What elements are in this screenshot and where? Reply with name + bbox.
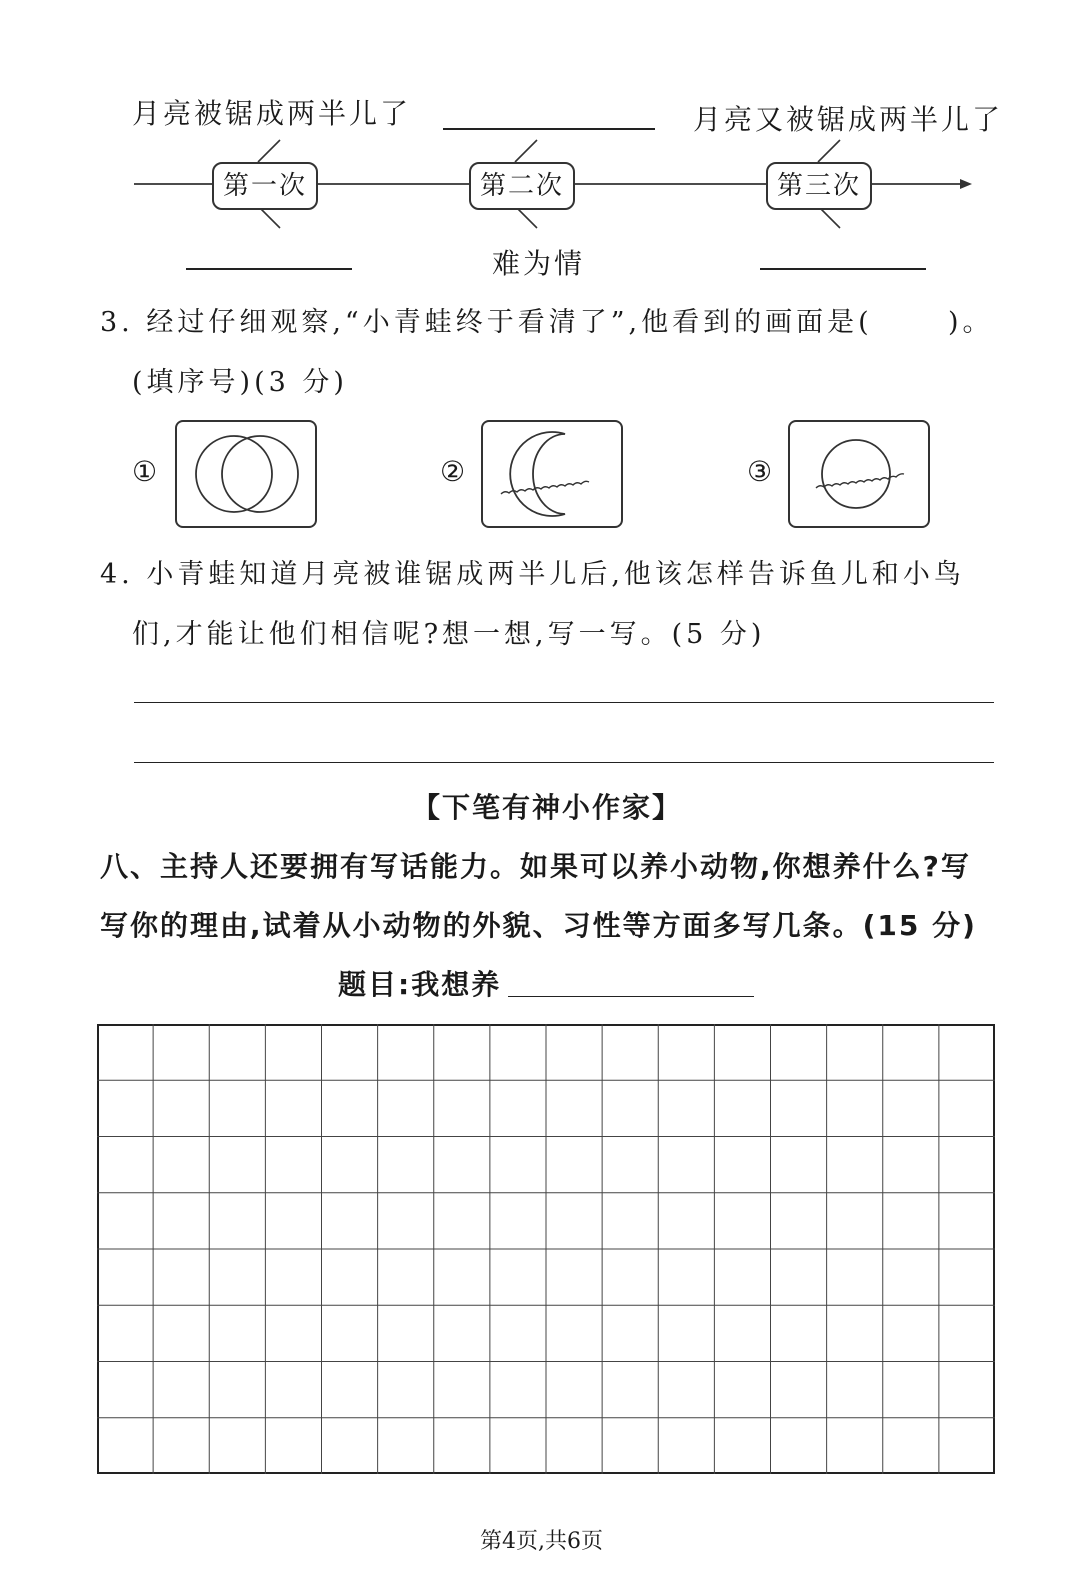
q3-line1-end: )。: [948, 307, 994, 338]
section8-line1: 八、主持人还要拥有写话能力。如果可以养小动物,你想养什么?写: [100, 850, 971, 883]
full-moon-saw-icon: [790, 422, 928, 526]
option-3-image[interactable]: [788, 420, 930, 528]
option-3-label: ③: [747, 455, 773, 488]
flow-blank-bottom-left[interactable]: [186, 268, 352, 270]
crescent-moon-saw-icon: [483, 422, 621, 526]
option-2-image[interactable]: [481, 420, 623, 528]
essay-title-input[interactable]: [508, 996, 754, 997]
flow-top-left-text: 月亮被锯成两半儿了: [132, 97, 412, 130]
flow-blank-bottom-right[interactable]: [760, 268, 926, 270]
step-second: 第二次: [469, 162, 575, 210]
option-2-label: ②: [440, 455, 466, 488]
flow-top-right-text: 月亮又被锯成两半儿了: [693, 103, 1004, 136]
flow-bottom-middle-text: 难为情: [492, 247, 586, 280]
writing-grid-lines: [97, 1024, 995, 1474]
option-1-label: ①: [132, 455, 158, 488]
overlapping-circles-icon: [177, 422, 315, 526]
q4-answer-line-1[interactable]: [134, 702, 994, 703]
option-1-image[interactable]: [175, 420, 317, 528]
step-third: 第三次: [766, 162, 872, 210]
q4-line1: 4. 小青蛙知道月亮被谁锯成两半儿后,他该怎样告诉鱼儿和小鸟: [100, 559, 965, 590]
q3-line2: (填序号)(3 分): [132, 367, 348, 398]
q4-line2: 们,才能让他们相信呢?想一想,写一写。(5 分): [132, 619, 766, 650]
q4-answer-line-2[interactable]: [134, 762, 994, 763]
section-heading: 【下笔有神小作家】: [412, 791, 683, 824]
step-first: 第一次: [212, 162, 318, 210]
q3-line1: 3. 经过仔细观察,“小青蛙终于看清了”,他看到的画面是(: [100, 307, 873, 338]
writing-grid[interactable]: [97, 1024, 995, 1474]
section8-line2: 写你的理由,试着从小动物的外貌、习性等方面多写几条。(15 分): [100, 909, 977, 942]
essay-title-label: 题目:我想养: [338, 968, 502, 1001]
page-number: 第4页,共6页: [480, 1529, 603, 1554]
